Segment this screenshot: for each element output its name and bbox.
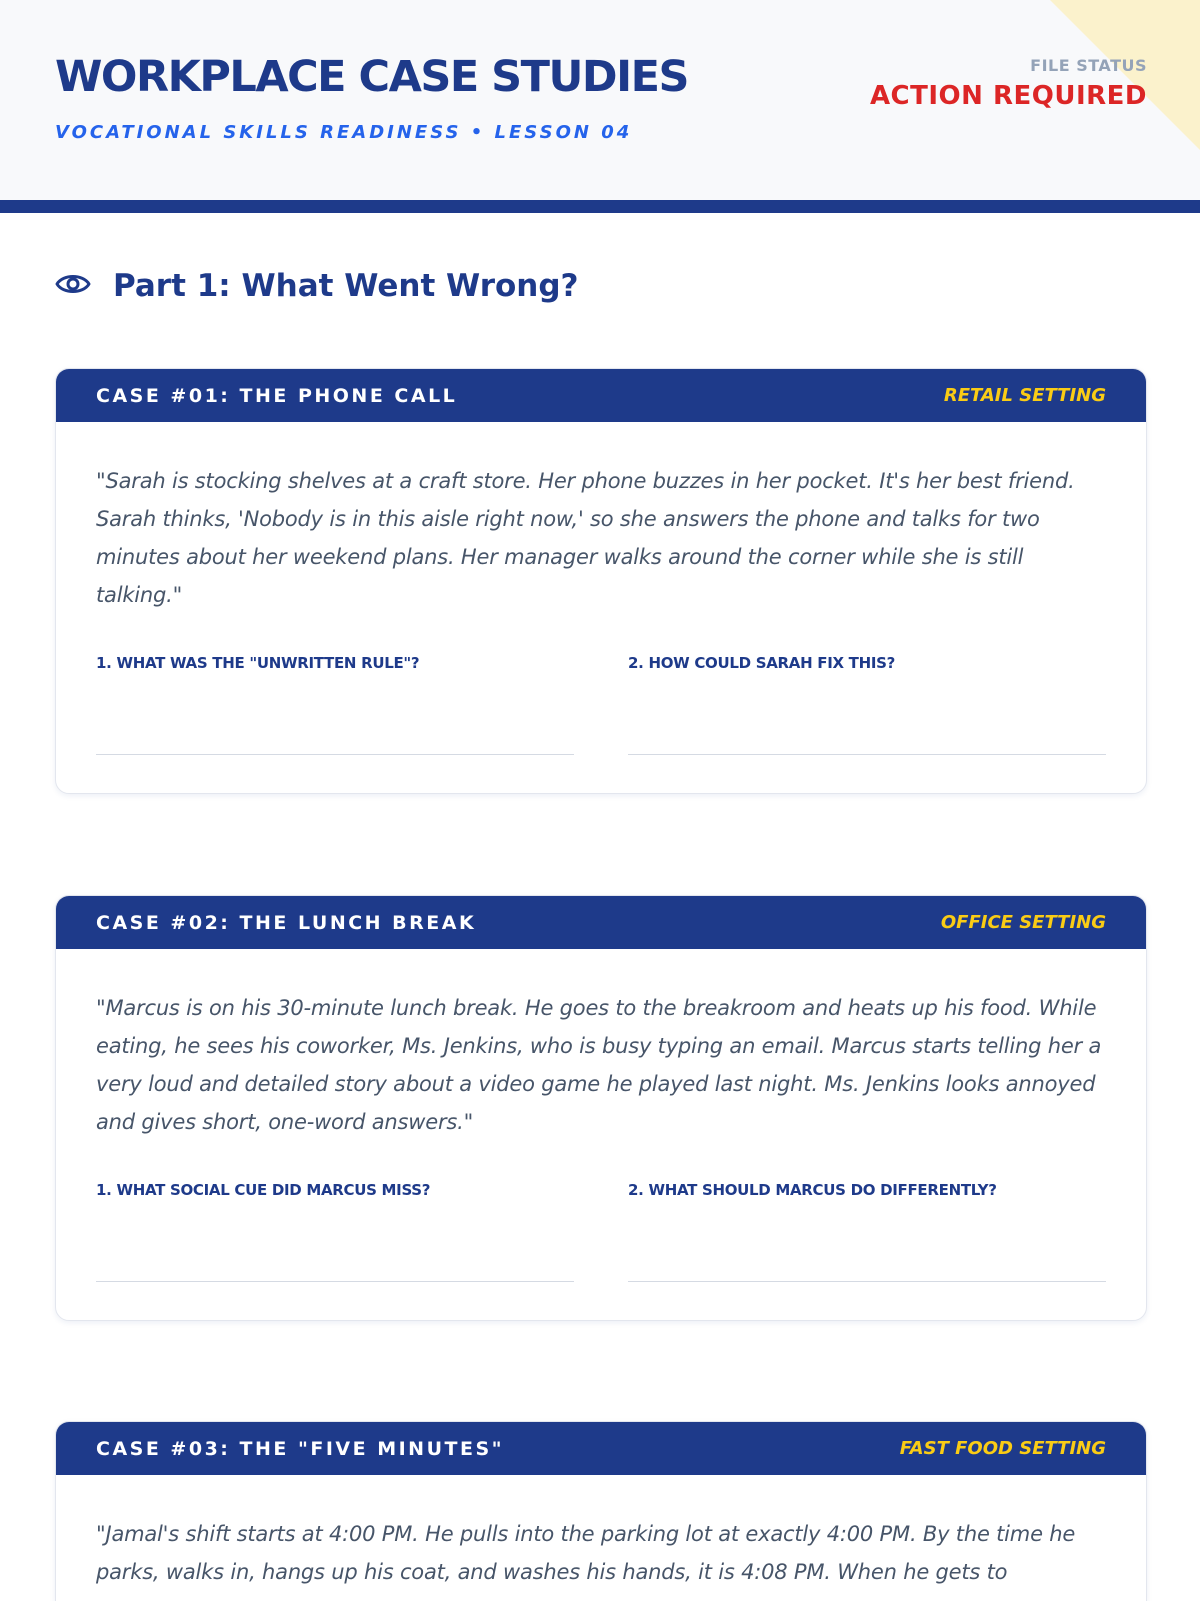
question-2 xyxy=(628,1181,1106,1282)
case-card xyxy=(55,895,1147,1321)
question-label: 1. WHAT SOCIAL CUE DID MARCUS MISS? xyxy=(96,1181,431,1199)
case-card xyxy=(55,368,1147,794)
page-subtitle: VOCATIONAL SKILLS READINESS • LESSON 04 xyxy=(55,122,633,143)
case-body xyxy=(56,1475,1146,1601)
case-header xyxy=(56,896,1146,949)
question-label: 2. HOW COULD SARAH FIX THIS? xyxy=(628,654,896,672)
case-title: CASE #01: THE PHONE CALL xyxy=(96,384,458,407)
question-label: 1. WHAT WAS THE "UNWRITTEN RULE"? xyxy=(96,654,420,672)
case-header xyxy=(56,369,1146,422)
file-status-value: ACTION REQUIRED xyxy=(869,81,1147,111)
question-2 xyxy=(628,654,1106,755)
case-card xyxy=(55,1421,1147,1601)
question-label: 2. WHAT SHOULD MARCUS DO DIFFERENTLY? xyxy=(628,1181,997,1199)
question-1 xyxy=(96,1181,574,1282)
case-header xyxy=(56,1422,1146,1475)
question-1 xyxy=(96,654,574,755)
case-questions xyxy=(96,654,1106,755)
page-title: WORKPLACE CASE STUDIES xyxy=(55,52,688,102)
file-status-label: FILE STATUS xyxy=(1030,56,1147,75)
answer-line[interactable] xyxy=(96,1281,574,1282)
eye-icon xyxy=(55,271,91,302)
case-title: CASE #02: THE LUNCH BREAK xyxy=(96,911,477,934)
answer-line[interactable] xyxy=(628,1281,1106,1282)
case-body xyxy=(56,422,1146,793)
answer-line[interactable] xyxy=(628,754,1106,755)
page-header xyxy=(0,0,1200,213)
file-status xyxy=(870,56,1147,111)
case-setting: FAST FOOD SETTING xyxy=(899,1438,1106,1459)
case-body xyxy=(56,949,1146,1320)
case-story: "Jamal's shift starts at 4:00 PM. He pulls into the parking lot at exactly 4:00 PM. By the time he parks, walks in, hangs up his coat, and washes his hands, it is 4:08 PM. When he gets to xyxy=(96,1522,1076,1584)
case-setting: OFFICE SETTING xyxy=(940,912,1106,933)
case-story: "Marcus is on his 30-minute lunch break. He goes to the breakroom and heats up his food. While eating, he sees his coworker, Ms. Jenkins, who is busy typing an email. Marcus starts telling her a very loud and detailed story about a video game he played last night. Ms. Jenkins looks annoyed and gives short, one-word answers." xyxy=(96,996,1102,1134)
case-questions xyxy=(96,1181,1106,1282)
case-title: CASE #03: THE "FIVE MINUTES" xyxy=(96,1437,505,1460)
answer-line[interactable] xyxy=(96,754,574,755)
section-title: Part 1: What Went Wrong? xyxy=(113,268,579,304)
case-story: "Sarah is stocking shelves at a craft store. Her phone buzzes in her pocket. It's her best friend. Sarah thinks, 'Nobody is in this aisle right now,' so she answers the phone and talks for two minutes about her weekend plans. Her manager walks around the corner while she is still talking." xyxy=(96,469,1075,607)
case-setting: RETAIL SETTING xyxy=(943,385,1106,406)
section-heading xyxy=(55,268,579,304)
